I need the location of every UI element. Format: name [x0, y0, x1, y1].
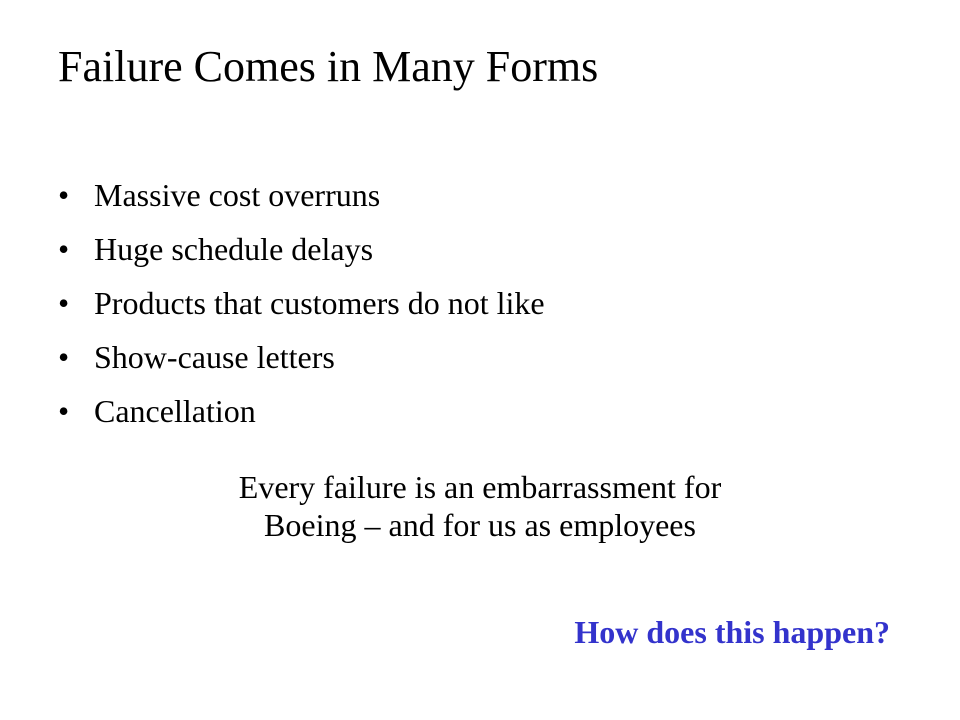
question-callout: How does this happen? [574, 614, 890, 650]
bullet-text: Products that customers do not like [94, 285, 545, 321]
bullet-text: Cancellation [94, 393, 256, 429]
bullet-icon: • [58, 393, 70, 429]
bullet-text: Show-cause letters [94, 339, 335, 375]
bullet-item [58, 384, 545, 438]
bullet-list [58, 168, 545, 438]
bullet-icon: • [58, 339, 70, 375]
bullet-icon: • [58, 231, 70, 267]
bullet-item [58, 276, 545, 330]
bullet-item [58, 222, 545, 276]
statement-line: Every failure is an embarrassment for [238, 469, 722, 505]
bullet-icon: • [58, 285, 70, 321]
bullet-icon: • [58, 177, 70, 213]
bullet-item [58, 330, 545, 384]
bullet-item [58, 168, 545, 222]
slide-title: Failure Comes in Many Forms [58, 42, 599, 91]
statement-line: Boeing – and for us as employees [264, 507, 696, 543]
bullet-text: Huge schedule delays [94, 231, 374, 267]
bullet-text: Massive cost overruns [94, 177, 381, 213]
statement [0, 468, 960, 544]
